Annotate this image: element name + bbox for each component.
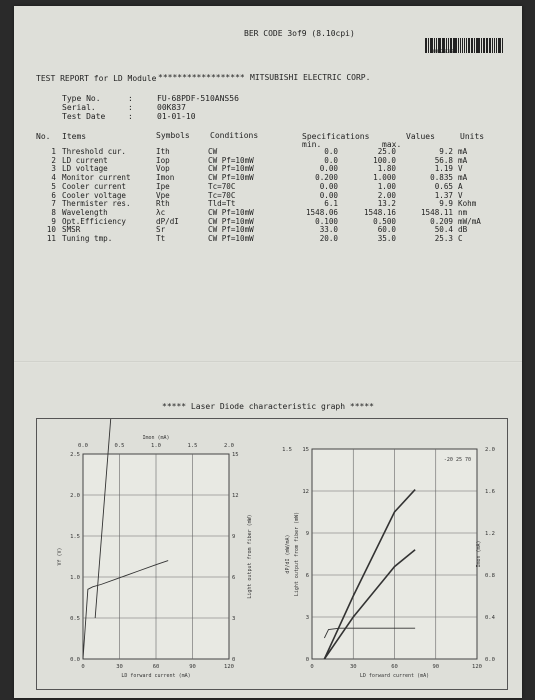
cell-min: 0.00 — [319, 181, 338, 191]
y-tick-label-left: 9 — [305, 531, 309, 537]
barcode-bar — [468, 38, 470, 53]
serial-colon: : — [128, 103, 133, 112]
y-tick-label-left: 6 — [305, 573, 309, 579]
y-tick-label-right: 0.4 — [485, 615, 495, 621]
cell-no: 3 — [51, 164, 56, 174]
barcode-bar — [502, 38, 503, 53]
barcode-bar — [492, 38, 493, 53]
barcode-bar — [428, 38, 429, 53]
spec-table — [36, 148, 483, 244]
x-tick-label: 30 — [116, 664, 123, 670]
y-tick-label-right: 12 — [232, 493, 239, 499]
y-tick-label-right: 2.0 — [485, 447, 495, 453]
cell-unit: nm — [458, 207, 468, 217]
cell-no: 5 — [51, 181, 56, 191]
legend-text: -20 25 70 — [443, 457, 471, 463]
cell-min: 0.00 — [319, 190, 338, 200]
cell-unit: C — [458, 234, 463, 244]
barcode-bar — [487, 38, 488, 53]
table-row — [36, 235, 483, 244]
cell-item: Tuning tmp. — [62, 234, 113, 244]
date-label: Test Date — [62, 112, 106, 121]
barcode-bar — [477, 38, 480, 53]
cell-item: Opt.Efficiency — [62, 216, 127, 226]
y-axis-label-left2: dP/dI (mW/mA) — [285, 534, 291, 574]
col-header-symbols: Symbols — [156, 131, 190, 140]
cell-max: 25.0 — [377, 147, 396, 156]
barcode-bar — [483, 38, 485, 53]
cell-max: 1548.16 — [363, 207, 396, 217]
y-tick-label-left: 1.5 — [70, 534, 80, 540]
cell-unit: mA — [458, 173, 468, 183]
cell-value: 1.37 — [434, 190, 453, 200]
cell-item: Wavelength — [62, 207, 108, 217]
barcode-bar — [464, 38, 465, 53]
x-tick-label: 90 — [432, 664, 440, 670]
cell-cond: CW Pf=10mW — [208, 225, 254, 235]
y-tick-label-right: 1.6 — [485, 489, 495, 495]
barcode-bar — [466, 38, 467, 53]
cell-min: 0.0 — [324, 147, 338, 156]
cell-symbol: Ipe — [156, 181, 170, 191]
cell-max: 100.0 — [373, 155, 396, 165]
col-header-items: Items — [62, 132, 87, 141]
cell-value: 1.19 — [434, 164, 453, 174]
cell-value: 50.4 — [434, 225, 453, 235]
x-tick-label: 0 — [81, 664, 85, 670]
top-tick-label: 1.5 — [187, 443, 198, 449]
cell-min: 0.100 — [315, 216, 338, 226]
type-label: Type No. — [62, 94, 101, 103]
cell-item: SMSR — [62, 225, 81, 235]
cell-symbol: Vpe — [156, 190, 170, 200]
cell-item: Monitor current — [62, 173, 131, 183]
cell-symbol: Iop — [156, 155, 170, 165]
top-tick-label: 1.0 — [151, 443, 161, 449]
cell-value: 9.2 — [439, 147, 453, 156]
y-tick-label-right: 6 — [232, 575, 236, 581]
cell-cond: CW Pf=10mW — [208, 164, 254, 174]
cell-no: 1 — [51, 147, 56, 156]
cell-cond: CW Pf=10mW — [208, 216, 254, 226]
cell-max: 1.80 — [377, 164, 396, 174]
cell-value: 56.8 — [434, 155, 453, 165]
cell-unit: V — [458, 190, 463, 200]
x-tick-label: 120 — [224, 664, 234, 670]
y-tick-label-left: 0.0 — [70, 657, 80, 663]
cell-item: LD voltage — [62, 164, 108, 174]
col-header-conditions: Conditions — [210, 131, 259, 140]
barcode-bar — [458, 38, 459, 53]
cell-min: 6.1 — [324, 199, 338, 209]
top-tick-label: 2.0 — [224, 443, 234, 449]
cell-max: 2.00 — [377, 190, 396, 200]
cell-item: Cooler current — [62, 181, 127, 191]
y-tick-label-right: 0.0 — [485, 657, 495, 663]
cell-symbol: dP/dI — [156, 216, 179, 226]
barcode-number: 00K837 — [431, 49, 456, 55]
graph-frame — [36, 418, 508, 690]
y-tick-label-left: 12 — [302, 489, 309, 495]
x-axis-label: LD forward current (mA) — [359, 673, 430, 679]
cell-unit: Kohm — [458, 199, 477, 209]
table-row — [36, 218, 483, 227]
cell-min: 0.00 — [319, 164, 338, 174]
cell-value: 0.65 — [434, 181, 453, 191]
y-tick-label-left: 1.0 — [70, 575, 80, 581]
cell-item: Threshold cur. — [62, 147, 127, 156]
cell-value: 25.3 — [434, 234, 453, 244]
cell-symbol: Vop — [156, 164, 170, 174]
cell-max: 0.500 — [373, 216, 396, 226]
y-axis-label-right: Light output from fiber (mW) — [247, 514, 253, 599]
cell-max: 1.00 — [377, 181, 396, 191]
cell-no: 10 — [46, 225, 56, 235]
cell-cond: Tld=Tt — [208, 199, 236, 209]
cell-unit: dB — [458, 225, 468, 235]
x-axis-label: LD forward current (mA) — [121, 673, 191, 679]
y-tick-label-right: 15 — [232, 452, 239, 458]
x-tick-label: 0 — [310, 664, 314, 670]
cell-no: 6 — [51, 190, 56, 200]
cell-value: 1548.11 — [420, 207, 453, 217]
top-tick-label: 0.0 — [78, 443, 88, 449]
cell-min: 0.0 — [324, 155, 338, 165]
col-header-values: Values — [406, 132, 435, 141]
type-colon: : — [128, 94, 133, 103]
cell-cond: Tc=70C — [208, 181, 236, 191]
cell-unit: A — [458, 181, 463, 191]
cell-symbol: Tt — [156, 234, 166, 244]
col-header-units: Units — [460, 132, 485, 141]
barcode-bar — [462, 38, 464, 53]
barcode-bar — [498, 38, 501, 53]
cell-cond: CW — [208, 147, 218, 156]
cell-symbol: Ith — [156, 147, 170, 156]
x-tick-label: 60 — [152, 664, 160, 670]
cell-item: Thermister res. — [62, 199, 131, 209]
y-tick-label-left: 2.0 — [70, 493, 80, 499]
col-header-max: max. — [382, 140, 402, 149]
cell-cond: CW Pf=10mW — [208, 155, 254, 165]
cell-unit: mA — [458, 155, 468, 165]
cell-symbol: Imon — [156, 173, 175, 183]
barcode-bar — [425, 38, 427, 53]
top-tick-label: 0.5 — [114, 443, 125, 449]
y-axis-label-right: Imon (mA) — [476, 540, 482, 568]
serial-label: Serial. — [62, 103, 96, 112]
cell-value: 9.9 — [439, 199, 453, 209]
cell-symbol: λc — [156, 207, 166, 217]
cell-value: 0.835 — [430, 173, 453, 183]
barcode-bar — [460, 38, 461, 53]
y-axis-label-left: Light output from fiber (mW) — [294, 511, 300, 597]
y-tick-label-left: 0 — [305, 657, 309, 663]
cell-max: 13.2 — [377, 199, 396, 209]
paper-fold — [14, 361, 522, 363]
x-tick-label: 120 — [472, 664, 482, 670]
y-tick-label-right: 9 — [232, 534, 236, 540]
x-tick-label: 60 — [391, 664, 398, 670]
y-tick-label-left: 3 — [305, 615, 309, 621]
date-value: 01-01-10 — [157, 112, 196, 121]
cell-cond: CW Pf=10mW — [208, 173, 254, 183]
barcode-bar — [471, 38, 473, 53]
y-tick-label-right: 3 — [232, 616, 236, 622]
cell-no: 11 — [46, 234, 56, 244]
barcode-bar — [476, 38, 477, 53]
cell-no: 7 — [51, 199, 56, 209]
charts-canvas — [37, 419, 507, 689]
report-sheet — [14, 6, 522, 698]
y-tick-label-left: 0.5 — [70, 616, 80, 622]
cell-max: 35.0 — [377, 234, 396, 244]
cell-no: 2 — [51, 155, 56, 165]
cell-unit: mA — [458, 147, 468, 156]
x-tick-label: 30 — [349, 664, 357, 670]
report-title: TEST REPORT for LD Module — [36, 74, 157, 83]
cell-symbol: Sr — [156, 225, 166, 235]
x-tick-label: 90 — [189, 664, 196, 670]
cell-item: Cooler voltage — [62, 190, 127, 200]
report-stars: ****************** — [158, 73, 245, 82]
col-header-spec: Specifications — [302, 132, 370, 141]
barcode-bar — [474, 38, 475, 53]
y-tick-label-left: 15 — [302, 447, 309, 453]
y-tick-label-right: 0 — [232, 657, 236, 663]
cell-min: 20.0 — [319, 234, 338, 244]
company-name: MITSUBISHI ELECTRIC CORP. — [250, 73, 371, 82]
y-tick-label-left: 2.5 — [70, 452, 80, 458]
cell-max: 60.0 — [377, 225, 396, 235]
ber-code: BER CODE 3of9 (8.10cpi) — [244, 29, 355, 38]
barcode-bar — [489, 38, 491, 53]
cell-unit: mW/mA — [458, 216, 481, 226]
cell-cond: CW Pf=10mW — [208, 234, 254, 244]
cell-unit: V — [458, 164, 463, 174]
barcode-bar — [481, 38, 482, 53]
date-colon: : — [128, 112, 133, 121]
cell-no: 4 — [51, 173, 56, 183]
cell-min: 1548.06 — [305, 207, 338, 217]
type-value: FU-68PDF-510ANS56 — [157, 94, 239, 103]
cell-min: 33.0 — [319, 225, 338, 235]
cell-no: 9 — [51, 216, 56, 226]
graph-title: ***** Laser Diode characteristic graph ***** — [162, 402, 374, 411]
col-header-no: No. — [36, 132, 51, 141]
serial-value: 00K837 — [157, 103, 186, 112]
cell-min: 0.200 — [315, 173, 338, 183]
barcode-bar — [494, 38, 495, 53]
cell-symbol: Rth — [156, 199, 170, 209]
y-tick-label-right: 1.2 — [485, 531, 495, 537]
barcode-bar — [496, 38, 498, 53]
cell-cond: Tc=70C — [208, 190, 236, 200]
col-header-min: min. — [302, 140, 322, 149]
cell-no: 8 — [51, 207, 56, 217]
y-tick-label-left2: 1.5 — [282, 447, 292, 453]
top-axis-label: Imon (mA) — [142, 435, 170, 441]
y-axis-label-left: Vf (V) — [57, 547, 63, 566]
cell-cond: CW Pf=10mW — [208, 207, 254, 217]
cell-item: LD current — [62, 155, 108, 165]
cell-max: 1.000 — [373, 173, 396, 183]
barcode-bar — [486, 38, 487, 53]
y-tick-label-right: 0.8 — [485, 573, 495, 579]
cell-value: 0.209 — [430, 216, 453, 226]
